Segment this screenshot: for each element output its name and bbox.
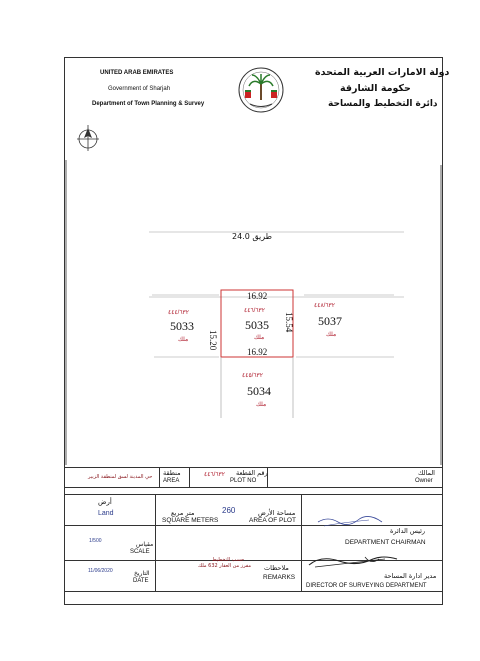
plot-no-label-ar: رقم القطعة (236, 469, 268, 477)
road-label: طريق 24.0 (232, 232, 273, 241)
right-plot-ref: ٤٤٨/٦٣٢ (314, 303, 336, 309)
main-plot-status: ملك (254, 335, 265, 341)
left-plot-number: 5033 (170, 319, 194, 333)
divider (301, 494, 302, 591)
survey-director-signature (305, 551, 401, 571)
header-ar-government: حكومة الشارقة (340, 83, 411, 94)
divider (64, 525, 443, 526)
main-plot-bottom-dimension: 16.92 (247, 347, 268, 357)
scale-label-ar: مقياس (136, 541, 154, 548)
plot-no-label-en: PLOT NO (230, 478, 257, 484)
plot-area-label-ar: مساحة الأرض (258, 509, 296, 517)
chairman-label-ar: رئيس الدائرة (390, 527, 426, 535)
right-plot-number: 5037 (318, 314, 342, 328)
date-value: 11/06/2020 (88, 568, 113, 574)
sharjah-emblem (236, 64, 286, 116)
divider (64, 467, 443, 468)
left-plot-status: ملك (178, 337, 189, 343)
survey-director-label-ar: مدير ادارة المساحة (384, 572, 437, 580)
header-ar-country: دولة الامارات العربية المتحدة (315, 67, 450, 78)
bottom-plot-number: 5034 (247, 384, 271, 398)
scale-value: 1/500 (89, 538, 102, 544)
scale-label-en: SCALE (130, 549, 150, 555)
remarks-label-en: REMARKS (263, 574, 296, 581)
main-plot-left-dimension: 15.20 (208, 330, 218, 351)
area-label-ar: منطقة (163, 469, 181, 477)
main-plot-top-dimension: 16.92 (247, 291, 268, 301)
land-label-en: Land (98, 510, 114, 517)
main-plot-ref: ٤٤٦/٦٣٢ (244, 308, 266, 314)
divider (159, 467, 160, 487)
survey-director-label-en: DIRECTOR OF SURVEYING DEPARTMENT (306, 583, 427, 589)
remarks-value-line2: مفرز من العقار 632 ملك (198, 563, 252, 569)
date-label-ar: التاريخ (134, 570, 150, 577)
header-en-department: Department of Town Planning & Survey (92, 101, 205, 107)
sqm-label-en: SQUARE METERS (162, 517, 219, 524)
plot-area-value: 260 (222, 506, 236, 515)
divider (64, 494, 443, 495)
owner-label-ar: المالك (418, 469, 435, 477)
plot-no-value: ٤٤٦/٦٣٢ (204, 472, 226, 478)
divider (64, 487, 443, 488)
north-arrow-icon (76, 124, 100, 152)
plot-area-label-en: AREA OF PLOT (249, 517, 296, 524)
divider (189, 467, 190, 487)
divider (155, 494, 156, 591)
remarks-label-ar: ملاحظات (264, 564, 289, 572)
area-value: حي المدينة لسق لمنطقة الزبير (88, 474, 153, 480)
main-plot-number: 5035 (245, 318, 269, 332)
land-label-ar: أرض (98, 498, 112, 506)
right-plot-status: ملك (326, 332, 337, 338)
bottom-plot-status: ملك (256, 402, 267, 408)
divider (64, 591, 443, 592)
date-label-en: DATE (133, 578, 149, 584)
header-en-government: Government of Sharjah (108, 86, 171, 92)
bottom-plot-ref: ٤٤٥/٦٣٢ (242, 373, 264, 379)
area-label-en: AREA (163, 478, 180, 484)
site-plan-drawing (64, 160, 443, 470)
owner-label-en: Owner (415, 478, 433, 484)
left-plot-ref: ٤٤٤/٦٣٢ (168, 310, 190, 316)
main-plot-right-dimension: 15.54 (284, 312, 294, 333)
remarks-value-line1: حسب التخطيط (212, 557, 245, 563)
header-en-country: UNITED ARAB EMIRATES (100, 70, 174, 76)
sqm-label-ar: متر مربع (171, 509, 195, 517)
chairman-label-en: DEPARTMENT CHAIRMAN (345, 539, 426, 546)
chairman-signature (316, 512, 384, 530)
header-ar-department: دائرة التخطيط والمساحة (328, 99, 438, 109)
